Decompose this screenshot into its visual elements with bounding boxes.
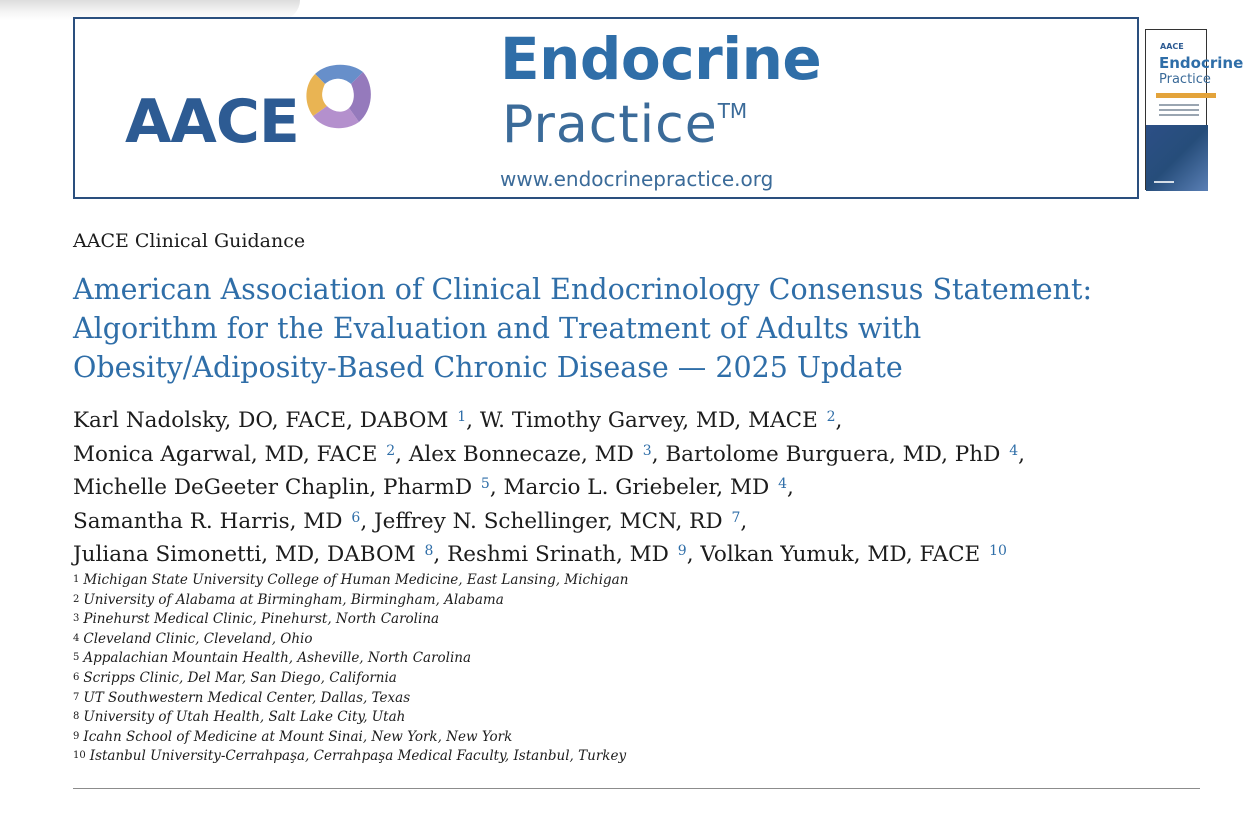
author-affiliation-ref[interactable]: 3 [642, 442, 652, 459]
author-entry[interactable] [504, 475, 788, 500]
author-affiliation-ref[interactable]: 5 [480, 476, 490, 492]
affiliation-number: 5 [73, 652, 80, 664]
affiliation-item [73, 591, 973, 611]
affiliation-item [73, 708, 973, 728]
affiliation-number: 7 [73, 691, 80, 703]
affiliation-item [73, 669, 973, 689]
author-affiliation-ref[interactable]: 10 [989, 543, 1007, 559]
author-name: Monica Agarwal, MD, FACE [73, 441, 378, 467]
affiliation-number: 6 [73, 671, 80, 683]
affiliation-text: UT Southwestern Medical Center, Dallas, Texas [83, 689, 411, 706]
author-entry[interactable] [447, 542, 687, 567]
author-name: W. Timothy Garvey, MD, MACE [479, 408, 818, 433]
trademark-mark: TM [717, 99, 748, 123]
article-type: AACE Clinical Guidance [73, 230, 306, 252]
journal-name-practice [502, 95, 748, 155]
affiliation-item [73, 747, 973, 767]
journal-cover-thumbnail[interactable] [1145, 29, 1243, 190]
affiliation-text: Scripps Clinic, Del Mar, San Diego, California [83, 669, 397, 686]
author-name: Reshmi Srinath, MD [447, 542, 669, 567]
affiliation-text: Appalachian Mountain Health, Asheville, North Carolina [83, 650, 472, 667]
author-affiliation-ref[interactable]: 8 [424, 543, 434, 559]
cover-text-lines [1159, 104, 1199, 119]
author-affiliation-ref[interactable]: 4 [1009, 442, 1019, 459]
cover-title-line1: Endocrine [1159, 54, 1243, 72]
affiliation-number: 4 [73, 632, 80, 644]
cover-artwork [1146, 125, 1208, 191]
author-entry[interactable] [409, 442, 652, 467]
author-name: Juliana Simonetti, MD, DABOM [73, 542, 416, 567]
affiliation-text: Pinehurst Medical Clinic, Pinehurst, North Carolina [83, 611, 440, 628]
journal-url-link[interactable]: www.endocrinepractice.org [500, 167, 774, 191]
affiliation-text: Michigan State University College of Human Medicine, East Lansing, Michigan [83, 572, 629, 588]
article-title: American Association of Clinical Endocrinology Consensus Statement: Algorithm for the Evaluation and Treatment of Adults with Obesity/Adiposity-Based Chronic Disease — 2025 Update [73, 273, 1093, 384]
author-affiliation-ref[interactable]: 2 [826, 409, 836, 425]
affiliation-text: Cleveland Clinic, Cleveland, Ohio [83, 630, 313, 647]
author-affiliation-ref[interactable]: 6 [351, 509, 361, 526]
author-list: Karl Nadolsky, DO, FACE, DABOM $^1$, W. Timothy Garvey, MD, MACE $^2$, Monica Agarwal, MD, FACE $^2$, Alex Bonnecaze, MD $^3$, Bartolome Burguera, MD, PhD $^4$, Michelle DeGeeter Chaplin, PharmD $^5$, Marcio L. Griebeler, MD $^4$, Samantha R. Harris, MD $^6$, Jeffrey N. Schellinger, MCN, RD $^7$, Juliana Simonetti, MD, DABOM $^8$, Reshmi Srinath, MD $^9$, Volkan Yumuk, MD, FACE $^{10}$ [73, 408, 1025, 567]
affiliation-number: 1 [73, 574, 80, 585]
journal-name-endocrine: Endocrine [500, 25, 822, 93]
affiliation-number: 9 [73, 730, 80, 742]
author-name: Bartolome Burguera, MD, PhD [665, 441, 1001, 467]
author-entry[interactable] [374, 509, 740, 534]
author-entry[interactable] [480, 408, 836, 433]
author-name: Michelle DeGeeter Chaplin, PharmD [73, 475, 473, 500]
author-entry[interactable] [73, 542, 433, 567]
author-name: Alex Bonnecaze, MD [408, 441, 634, 467]
affiliation-item [73, 649, 973, 669]
section-divider [73, 788, 1200, 789]
affiliation-number: 3 [73, 613, 80, 625]
affiliation-text: University of Utah Health, Salt Lake City, Utah [83, 709, 406, 726]
author-name: Jeffrey N. Schellinger, MCN, RD [374, 508, 723, 534]
affiliation-text: Istanbul University-Cerrahpaşa, Cerrahpaşa Medical Faculty, Istanbul, Turkey [89, 748, 627, 765]
affiliation-number: 2 [73, 593, 80, 605]
author-affiliation-ref[interactable]: 7 [731, 509, 741, 526]
author-entry[interactable] [73, 408, 466, 433]
author-name: Karl Nadolsky, DO, FACE, DABOM [73, 408, 449, 433]
cover-brand: AACE [1160, 42, 1184, 51]
author-entry[interactable] [700, 542, 1007, 567]
affiliation-item [73, 610, 973, 630]
author-name: Volkan Yumuk, MD, FACE [700, 542, 981, 567]
cover-banner-strip [1156, 93, 1216, 98]
aace-ribbon-logo-icon [305, 60, 375, 132]
author-name: Marcio L. Griebeler, MD [503, 475, 770, 500]
author-entry[interactable] [73, 442, 395, 467]
author-affiliation-ref[interactable]: 2 [386, 442, 396, 459]
author-name: Samantha R. Harris, MD [73, 508, 343, 534]
journal-name-practice-text: Practice [502, 95, 718, 155]
cover-title-line2: Practice [1159, 72, 1211, 87]
author-entry[interactable] [73, 509, 360, 534]
affiliation-item [73, 689, 973, 709]
aace-logo-text: AACE [125, 87, 299, 157]
author-affiliation-ref[interactable]: 1 [457, 409, 467, 425]
affiliation-list [73, 571, 973, 767]
affiliation-item [73, 571, 973, 591]
affiliation-text: Icahn School of Medicine at Mount Sinai, New York, New York [83, 728, 513, 745]
author-entry[interactable] [73, 475, 490, 500]
affiliation-item [73, 630, 973, 650]
author-entry[interactable] [665, 442, 1018, 467]
affiliation-text: University of Alabama at Birmingham, Birmingham, Alabama [83, 591, 504, 608]
affiliation-number: 10 [73, 750, 86, 762]
affiliation-item [73, 728, 973, 748]
author-affiliation-ref[interactable]: 4 [778, 476, 787, 492]
aace-logo[interactable] [125, 60, 385, 160]
affiliation-number: 8 [73, 711, 80, 723]
author-affiliation-ref[interactable]: 9 [677, 543, 687, 559]
